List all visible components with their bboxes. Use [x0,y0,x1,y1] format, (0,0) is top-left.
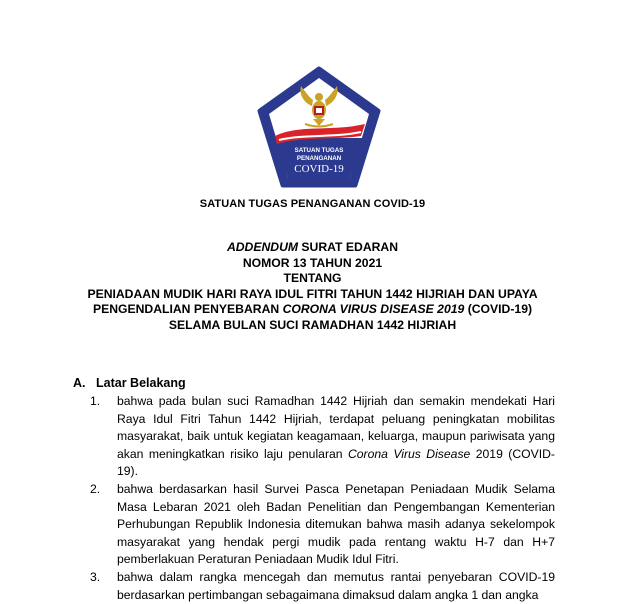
list-item-number: 1. [90,394,101,408]
satgas-covid19-logo [255,66,383,190]
list-item-number: 3. [90,569,101,584]
list-item [90,569,555,604]
title-line-6: SELAMA BULAN SUCI RAMADHAN 1442 HIJRIAH [168,317,457,332]
title-line-5: PENGENDALIAN PENYEBARAN CORONA VIRUS DISEASE 2019 (COVID-19) [92,302,533,316]
list-item-number: 2. [90,481,101,496]
organization-name: SATUAN TUGAS PENANGANAN COVID-19 [199,198,426,210]
list-item-text: bahwa pada bulan suci Ramadhan 1442 Hijriah dan semakin mendekati Hari Raya Idul Fitri Tahun 1442 Hijriah, terdapat peluang peningkatan mobilitas masyarakat, baik untuk kegiatan keagamaan, keluarga, maupun pariwisata yang akan meningkatkan risiko laju penularan Corona Virus Disease 2019 (COVID-19). [117,394,555,479]
list-item [90,393,555,481]
title-line-1: ADDENDUM SURAT EDARAN [226,240,399,254]
section-title: Latar Belakang [96,376,186,390]
title-line-2: NOMOR 13 TAHUN 2021 [242,255,383,270]
logo-text-line2: PENANGANAN [296,155,342,162]
list-item-text: bahwa dalam rangka mencegah dan memutus rantai penyebaran COVID-19 berdasarkan pertimbangan sebagaimana dimaksud dalam angka 1 dan angka [117,569,555,602]
title-line-4: PENIADAAN MUDIK HARI RAYA IDUL FITRI TAHUN 1442 HIJRIAH DAN UPAYA [87,286,538,301]
list-item-text: bahwa berdasarkan hasil Survei Pasca Penetapan Peniadaan Mudik Selama Masa Lebaran 2021 oleh Badan Penelitian dan Pengembangan Kementerian Perhubungan Republik Indonesia ditemukan bahwa masih adanya sekelompok masyarakat yang hendak pergi mudik pada rentang waktu H-7 dan H+7 pemberlakuan Peraturan Peniadaan Mudik Idul Fitri. [117,481,555,567]
title-line-3: TENTANG [283,271,342,285]
background-list [90,393,555,604]
list-item [90,481,555,569]
logo-text-line3: COVID-19 [294,163,344,175]
document-title [0,240,625,333]
section-heading [73,376,186,390]
section-letter: A. [73,376,86,390]
logo-text-line1: SATUAN TUGAS [294,147,344,154]
